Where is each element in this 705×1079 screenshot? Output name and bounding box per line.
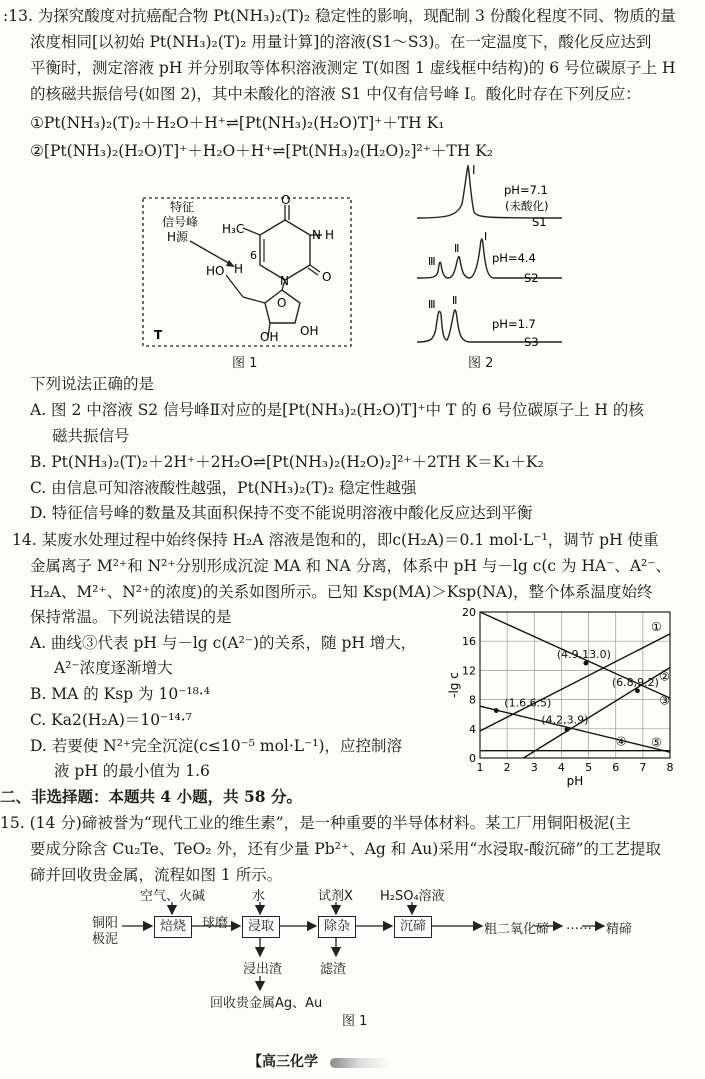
y-axis-label: -lg c (447, 672, 461, 698)
q14-option-b: B. MA 的 Ksp 为 10⁻¹⁸·⁴ (30, 685, 210, 703)
y-tick-label: 16 (462, 635, 476, 649)
atom-o-ring: O (277, 296, 287, 310)
q14-line-1: 14. 某废水处理过程中始终保持 H₂A 溶液是饱和的，即c(H₂A)＝0.1 mol·L⁻¹，调节 pH 使重 (12, 531, 659, 549)
t-label: T (154, 328, 163, 342)
intersection-point (583, 661, 588, 666)
q15-line-1: 15. (14 分)碲被誉为“现代工业的维生素”，是一种重要的半导体材料。某工厂用铜阳极泥(主 (0, 814, 631, 832)
series-label-2: ② (659, 669, 670, 684)
intersection-label: (6.8,9.2) (611, 675, 659, 689)
flow-start-2: 极泥 (92, 932, 119, 947)
spectrum-s2 (417, 239, 562, 278)
s1-ph: pH=7.1 (504, 183, 548, 197)
intersection-point (635, 688, 640, 693)
flow-between: 球磨 (202, 916, 229, 931)
q15-line-3: 碲并回收贵金属，流程如图 1 所示。 (30, 866, 283, 884)
intersection-point (564, 727, 569, 732)
callout-line-2: 信号峰 (162, 215, 199, 229)
flow-step-4: 沉碲 (394, 916, 432, 938)
position-6-label: 6 (250, 249, 257, 262)
atom-h3c: H₃C (222, 222, 245, 236)
flow-reagent-2: 水 (252, 889, 266, 904)
flow-caption: 图 1 (342, 1014, 368, 1029)
chart-labels (447, 606, 674, 788)
q13-option-d: D. 特征信号峰的数量及其面积保持不变不能说明溶液中酸化反应达到平衡 (30, 504, 533, 522)
x-tick-label: 1 (476, 761, 484, 774)
figure-1-structure (140, 195, 355, 355)
y-tick-label: 20 (462, 606, 476, 619)
s2-peak-1: Ⅰ (484, 230, 488, 243)
s2-peak-3: Ⅲ (428, 255, 436, 268)
q13-option-a-cont: 磁共振信号 (52, 427, 130, 445)
atom-ho: HO (206, 264, 225, 278)
y-tick-label: 8 (469, 693, 476, 707)
flow-start-1: 铜阳 (92, 916, 119, 931)
atom-n-lower: N (280, 274, 289, 288)
section-2-header: 二、非选择题：本题共 4 小题，共 58 分。 (0, 787, 302, 806)
q14-option-d-cont: 液 pH 的最小值为 1.6 (54, 762, 210, 780)
footer-smudge (330, 1058, 390, 1068)
intersection-label: (4.9,13.0) (556, 648, 611, 662)
atom-oh-2: OH (300, 324, 319, 338)
flow-step-3: 除杂 (318, 916, 356, 938)
s2-ph: pH=4.4 (492, 251, 536, 265)
intersection-point (494, 708, 499, 713)
figure-1-caption: 图 1 (232, 356, 258, 371)
s1-note: (未酸化) (505, 199, 549, 213)
q14-chart (432, 600, 697, 790)
atom-oh-1: OH (260, 330, 279, 344)
figure-2-spectra (412, 160, 562, 355)
q14-line-3: H₂A、M²⁺、N²⁺的浓度)的关系如图所示。已知 Ksp(MA)＞Ksp(NA)，整个体系温度始终 (30, 583, 653, 601)
intersection-label: (4.2,3.9) (541, 713, 589, 727)
flow-step-1: 焙烧 (154, 916, 192, 938)
atom-h6: H (234, 262, 244, 276)
flow-product-3: 精碲 (606, 922, 633, 937)
q13-line-3: 平衡时，测定溶液 pH 并分别取等体积溶液测定 T(如图 1 虚线框中结构)的 6 号位碳原子上 H (30, 59, 676, 77)
q13-option-a: A. 图 2 中溶液 S2 信号峰Ⅱ对应的是[Pt(NH₃)₂(H₂O)T]⁺中 T 的 6 号位碳原子上 H 的核 (30, 401, 644, 419)
x-tick-label: 5 (585, 761, 593, 774)
flow-recover: 回收贵金属Ag、Au (210, 996, 323, 1011)
q14-option-d: D. 若要使 N²⁺完全沉淀(c≤10⁻⁵ mol·L⁻¹)，应控制溶 (30, 737, 403, 755)
q14-option-a: A. 曲线③代表 pH 与－lg c(A²⁻)的关系，随 pH 增大， (30, 634, 417, 652)
q14-line-4: 保持常温。下列说法错误的是 (30, 608, 232, 626)
q13-option-b: B. Pt(NH₃)₂(T)₂＋2H⁺＋2H₂O⇌[Pt(NH₃)₂(H₂O)₂]²⁺＋2TH K＝K₁＋K₂ (30, 453, 544, 471)
atom-o-right: O (322, 270, 332, 284)
flow-step-2: 浸取 (242, 916, 280, 938)
flow-reagent-1: 空气、火碱 (140, 889, 206, 904)
spectrum-s3 (417, 310, 562, 342)
x-tick-label: 3 (530, 761, 538, 774)
series-label-5: ⑤ (651, 735, 662, 750)
x-tick-label: 6 (612, 761, 620, 774)
s1-label: S1 (532, 215, 547, 229)
s1-peak-1: Ⅰ (472, 163, 476, 177)
flow-product-1: 粗二氧化碲 (484, 922, 550, 937)
atom-o-top: O (281, 195, 291, 207)
y-tick-label: 12 (462, 664, 476, 678)
x-tick-label: 8 (666, 761, 674, 774)
q13-reaction-1: ①Pt(NH₃)₂(T)₂＋H₂O＋H⁺⇌[Pt(NH₃)₂(H₂O)T]⁺＋TH K₁ (30, 114, 445, 132)
s2-peak-2: Ⅱ (454, 242, 460, 255)
q14-option-a-cont: A²⁻浓度逐渐增大 (54, 659, 173, 677)
atom-h-nh: H (325, 228, 335, 242)
q13-line-4: 的核磁共振信号(如图 2)，其中未酸化的溶液 S1 中仅有信号峰 Ⅰ。酸化时存在下列反应： (30, 85, 641, 103)
q13-reaction-2: ②[Pt(NH₃)₂(H₂O)T]⁺＋H₂O＋H⁺⇌[Pt(NH₃)₂(H₂O)₂]²⁺＋TH K₂ (30, 142, 493, 160)
s3-label: S3 (524, 335, 539, 349)
flow-reagent-4: H₂SO₄溶液 (380, 889, 445, 904)
s3-peak-3: Ⅲ (428, 298, 436, 311)
x-tick-label: 7 (639, 761, 647, 774)
pyrimidine-ring (260, 220, 310, 280)
q14-option-c: C. Ka2(H₂A)＝10⁻¹⁴·⁷ (30, 711, 192, 729)
flow-arrows (0, 880, 705, 1010)
s3-peak-2: Ⅱ (452, 294, 458, 307)
series-label-3: ③ (659, 693, 670, 708)
footer-label: 【高三化学 (248, 1054, 318, 1070)
s3-ph: pH=1.7 (492, 317, 536, 331)
flow-residue-1: 浸出渣 (243, 962, 283, 977)
q13-option-c: C. 由信息可知溶液酸性越强，Pt(NH₃)₂(T)₂ 稳定性越强 (30, 479, 417, 497)
flow-residue-2: 滤渣 (320, 962, 347, 977)
series-label-4: ④ (615, 734, 627, 749)
q14-line-2: 金属离子 M²⁺和 N²⁺分别形成沉淀 MA 和 NA 分离，体系中 pH 与－lg c(c 为 HA⁻、A²⁻、 (30, 557, 671, 575)
q13-question: 下列说法正确的是 (30, 375, 155, 393)
flow-reagent-3: 试剂X (318, 889, 353, 904)
x-axis-label: pH (566, 774, 584, 788)
y-tick-label: 4 (469, 722, 476, 736)
x-tick-label: 2 (503, 761, 511, 774)
x-tick-label: 4 (557, 761, 565, 774)
callout-line-1: 特征 (170, 200, 195, 214)
y-tick-label: 0 (469, 752, 476, 765)
series-label-1: ① (651, 619, 662, 634)
atom-n-upper: N (312, 228, 321, 242)
q15-line-2: 要成分除含 Cu₂Te、TeO₂ 外，还有少量 Pb²⁺、Ag 和 Au)采用“水浸取-酸沉碲”的工艺提取 (30, 840, 661, 858)
callout-line-3: H源 (167, 230, 189, 244)
figure-2-caption: 图 2 (468, 356, 494, 371)
intersection-label: (1.6,6.5) (504, 696, 552, 710)
s2-label: S2 (524, 271, 539, 285)
q13-line-2: 浓度相同[以初始 Pt(NH₃)₂(T)₂ 用量计算]的溶液(S1～S3)。在一定温度下，酸化反应达到 (30, 33, 652, 51)
q13-line-1: :13. 为探究酸度对抗癌配合物 Pt(NH₃)₂(T)₂ 稳定性的影响，现配制 3 份酸化程度不同、物质的量 (3, 7, 676, 25)
flow-product-2: …… (566, 918, 592, 933)
